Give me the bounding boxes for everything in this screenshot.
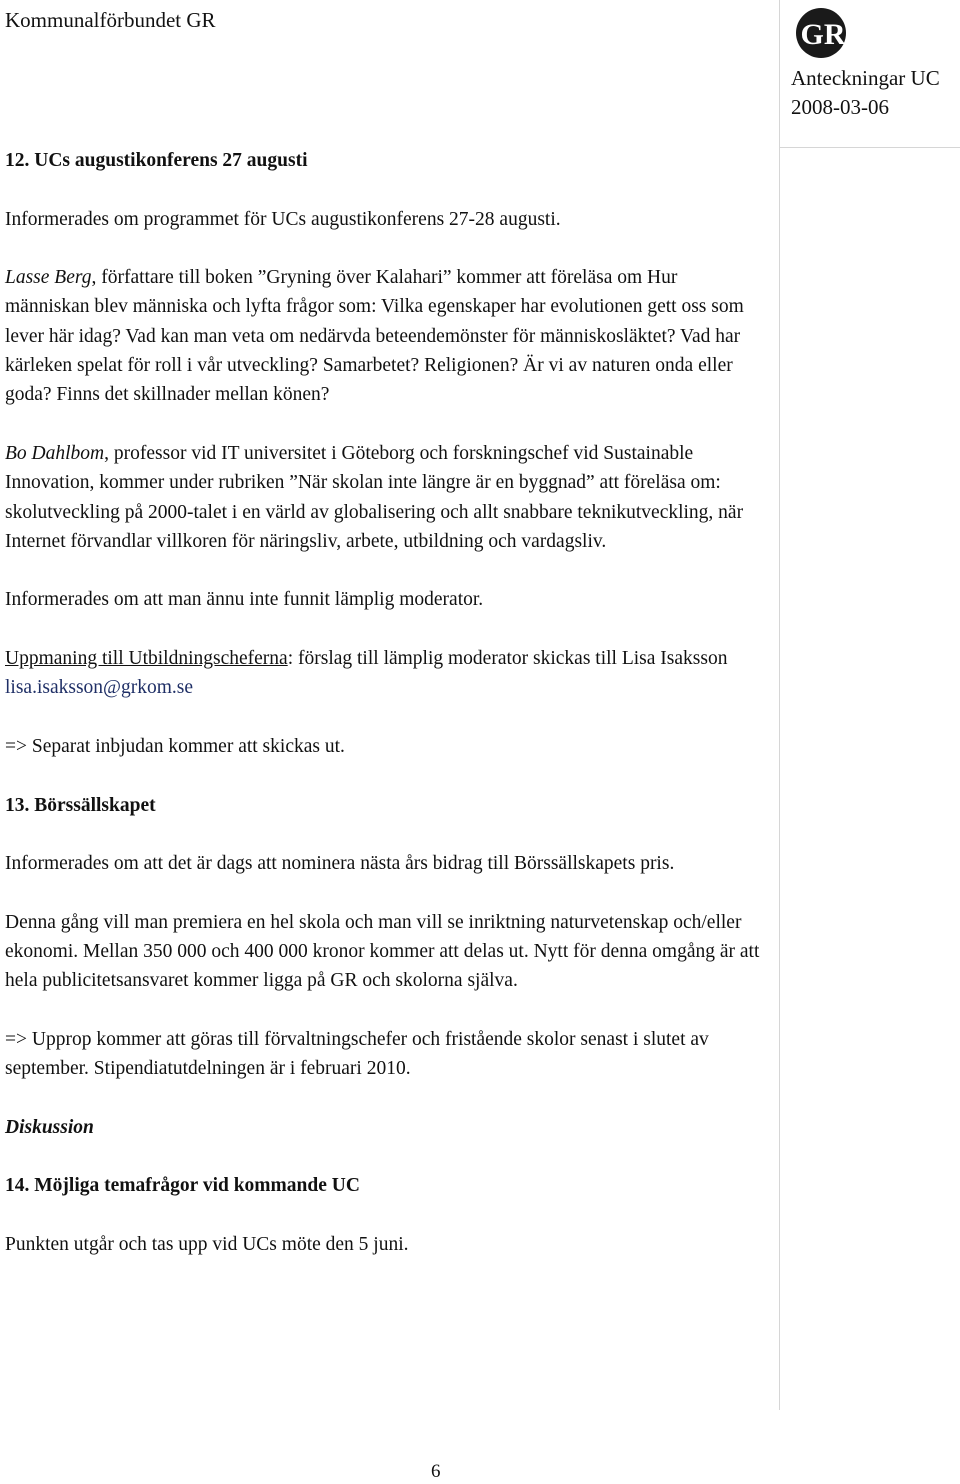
email-link[interactable]: lisa.isaksson@grkom.se (5, 677, 194, 699)
section-13-paragraph-3: => Upprop kommer att göras till förvaltningschefer och fristående skolor senast i slutet av september. Stipendiatutdelningen är i februari 2010. (5, 1028, 709, 1080)
section-12-paragraph-5 (5, 644, 765, 703)
section-13-paragraph-1: Informerades om att det är dags att nominera nästa års bidrag till Börssällskapets pris. (5, 853, 675, 875)
underlined-instruction: Uppmaning till Utbildningscheferna (5, 648, 288, 670)
document-date: 2008-03-06 (791, 95, 889, 119)
section-14-heading: 14. Möjliga temafrågor vid kommande UC (5, 1175, 360, 1197)
paragraph-text: , professor vid IT universitet i Göteborg och forskningschef vid Sustainable Innovation, kommer under rubriken ”När skolan inte längre är en byggnad” att föreläsa om: skolutveckling på 2000-talet i en värld av globalisering och allt snabbare teknikutveckling, när Internet förvandlar villkoren för näringsliv, arbete, utbildning och vardagsliv. (5, 442, 744, 552)
discussion-heading: Diskussion (5, 1116, 94, 1138)
section-13-heading: 13. Börssällskapet (5, 794, 156, 816)
speaker-name: Lasse Berg (5, 267, 92, 289)
document-title: Anteckningar UC (791, 66, 940, 90)
speaker-name: Bo Dahlbom (5, 442, 105, 464)
logo-text: GR (800, 18, 846, 51)
paragraph-text: : förslag till lämplig moderator skickas till Lisa Isaksson (287, 648, 728, 670)
gr-logo (794, 4, 854, 62)
margin-divider-horizontal (779, 147, 960, 148)
page-number: 6 (431, 1461, 441, 1482)
section-14-paragraph-1: Punkten utgår och tas upp vid UCs möte den 5 juni. (5, 1233, 409, 1255)
margin-divider-vertical (779, 0, 780, 1410)
organization-name: Kommunalförbundet GR (5, 8, 216, 32)
paragraph-text: , författare till boken ”Gryning över Kalahari” kommer att föreläsa om Hur människan blev människa och lyfta frågor som: Vilka egenskaper har evolutionen gett oss som lever här idag? Vad kan man veta om nedärvda beteendemönster för människosläktet? Vad har kärleken spelat för roll i vår utveckling? Samarbetet? Religionen? Är vi av naturen onda eller goda? Finns det skillnader mellan könen? (5, 267, 744, 406)
section-12-paragraph-4: Informerades om att man ännu inte funnit lämplig moderator. (5, 589, 484, 611)
section-12-heading: 12. UCs augustikonferens 27 augusti (5, 150, 308, 171)
section-12-paragraph-6: => Separat inbjudan kommer att skickas ut. (5, 735, 345, 757)
document-body (5, 146, 765, 1259)
section-13-paragraph-2: Denna gång vill man premiera en hel skola och man vill se inriktning naturvetenskap och/eller ekonomi. Mellan 350 000 och 400 000 kronor kommer att delas ut. Nytt för denna omgång är att hela publicitetsansvaret kommer ligga på GR och skolorna själva. (5, 911, 760, 992)
section-12-paragraph-3 (5, 439, 765, 556)
section-12-paragraph-1: Informerades om programmet för UCs augustikonferens 27-28 augusti. (5, 208, 561, 230)
section-12-paragraph-2 (5, 263, 765, 409)
